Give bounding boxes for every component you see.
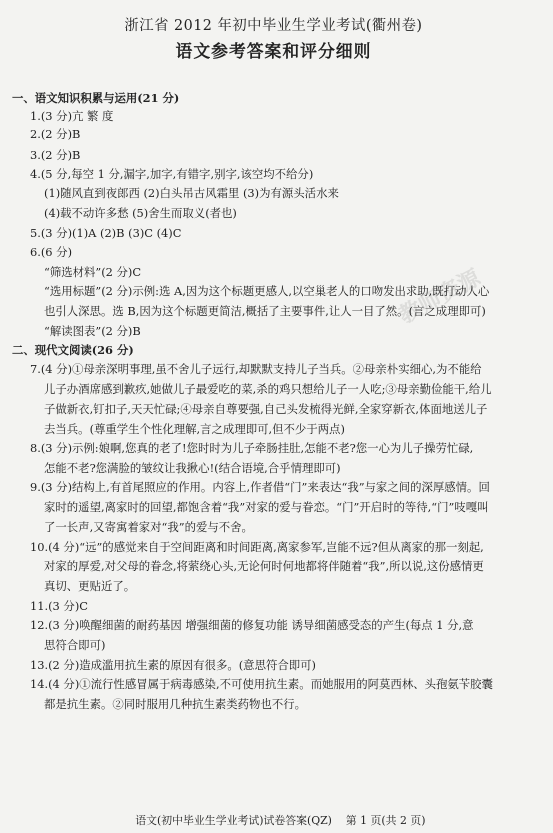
footer-doc-label: 语文(初中毕业生学业考试)试卷答案(QZ) [135, 814, 332, 827]
section-heading-2: 二、现代文阅读(26 分) [12, 343, 134, 357]
section-heading-1: 一、语文知识积累与运用(21 分) [12, 91, 180, 105]
answer-line: 4.(5 分,每空 1 分,漏字,加字,有错字,别字,该空均不给分) [30, 167, 314, 181]
answer-line: 对家的厚爱,对父母的眷念,将萦绕心头,无论何时何地都将伴随着“我”,所以说,这份感情更 [44, 559, 484, 573]
answer-line: 真切、更贴近了。 [44, 579, 136, 593]
answer-line: 7.(4 分)①母亲深明事理,虽不舍儿子远行,却默默支持儿子当兵。②母亲朴实细心,为不能给 [30, 362, 482, 376]
answer-line: 11.(3 分)C [30, 599, 88, 613]
answer-line: 2.(2 分)B [30, 127, 81, 141]
answer-line: 怎能不老?您满脸的皱纹让我揪心!(结合语境,合乎情理即可) [44, 461, 341, 475]
answer-line: 6.(6 分) [30, 245, 73, 259]
answer-line: (4)载不动许多愁 (5)舍生而取义(者也) [44, 206, 237, 220]
footer-page-number: 第 1 页(共 2 页) [345, 814, 426, 827]
answer-line: “选用标题”(2 分)示例:选 A,因为这个标题更感人,以空巢老人的口吻发出求助,既打动人心 [44, 284, 490, 298]
answer-line: 5.(3 分)(1)A (2)B (3)C (4)C [30, 226, 182, 240]
document-title: 浙江省 2012 年初中毕业生学业考试(衢州卷) [124, 18, 423, 34]
answer-line: “筛选材料”(2 分)C [44, 265, 142, 279]
answer-line: 1.(3 分)亢 繁 度 [30, 109, 114, 123]
answer-line: 12.(3 分)唤醒细菌的耐药基因 增强细菌的修复功能 诱导细菌感受态的产生(每点 1 分,意 [30, 618, 474, 632]
document-subtitle: 语文参考答案和评分细则 [175, 42, 372, 62]
answer-line: 儿子办酒席感到歉疚,她做儿子最爱吃的菜,杀的鸡只想给儿子一人吃;③母亲勤俭能干,给儿 [44, 382, 492, 396]
answer-line: 去当兵。(尊重学生个性化理解,言之成理即可,但不少于两点) [44, 422, 345, 436]
answer-line: 思符合即可) [44, 638, 106, 652]
answer-line: 3.(2 分)B [30, 148, 81, 162]
answer-line: 子做新衣,钉扣子,天天忙碌;④母亲自尊要强,自己头发梳得光鲜,全家穿新衣,体面地送儿子 [44, 402, 488, 416]
answer-line: 13.(2 分)造成滥用抗生素的原因有很多。(意思符合即可) [30, 658, 316, 672]
answer-line: 家时的遥望,离家时的回望,都饱含着“我”对家的爱与眷恋。“门”开启时的等待,“门”吱嘎叫 [44, 500, 489, 514]
answer-line: 也引人深思。选 B,因为这个标题更简洁,概括了主要事件,让人一目了然。(言之成理即可) [44, 304, 486, 318]
answer-line: 9.(3 分)结构上,有首尾照应的作用。内容上,作者借“门”来表达“我”与家之间的深厚感情。回 [30, 480, 490, 494]
answer-line: 8.(3 分)示例:娘啊,您真的老了!您时时为儿子牵肠挂肚,怎能不老?您一心为儿子操劳忙碌, [30, 441, 474, 455]
answer-line: “解读图表”(2 分)B [44, 324, 141, 338]
watermark: 教师资源 [395, 265, 485, 329]
answer-line: 14.(4 分)①流行性感冒属于病毒感染,不可使用抗生素。而她服用的阿莫西林、头孢氨苄胶囊 [30, 677, 493, 691]
page-footer [0, 812, 547, 828]
answer-line: (1)随风直到夜郎西 (2)白头吊古风霜里 (3)为有源头活水来 [44, 186, 339, 200]
answer-line: 了一长声,又寄寓着家对“我”的爱与不舍。 [44, 520, 253, 534]
answer-line: 都是抗生素。②同时服用几种抗生素类药物也不行。 [44, 697, 306, 711]
answer-line: 10.(4 分)“远”的感觉来自于空间距离和时间距离,离家参军,岂能不远?但从离家的那一刻起, [30, 540, 484, 554]
